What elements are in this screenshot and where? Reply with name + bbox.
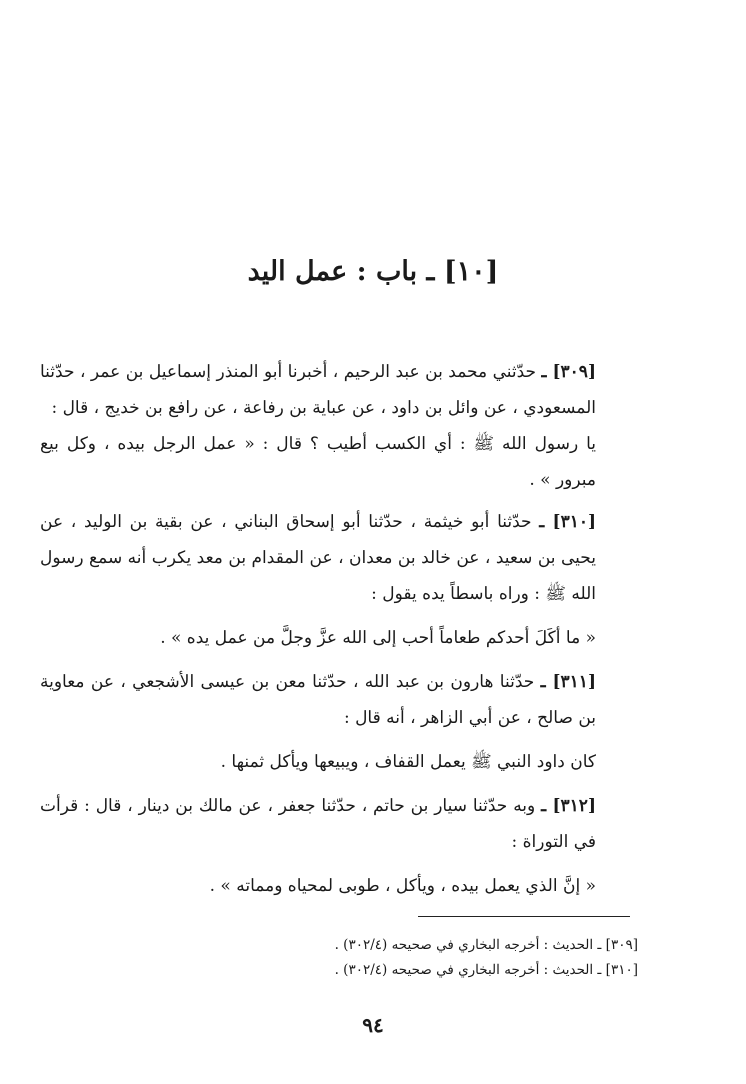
footnote-divider: [418, 916, 630, 917]
hadith-chain-text: حدّثني محمد بن عبد الرحيم ، أخبرنا أبو المنذر إسماعيل بن عمر ، حدّثنا المسعودي ، عن وائل بن داود ، عن عباية بن رفاعة ، عن رافع بن خديج ، قال :: [40, 362, 596, 418]
hadith-chain-text: وبه حدّثنا سيار بن حاتم ، حدّثنا جعفر ، عن مالك بن دينار ، قال : قرأت في التوراة :: [40, 796, 596, 852]
hadith-number: [٣٠٩] ـ: [541, 362, 596, 382]
hadith-chain-text: حدّثنا هارون بن عبد الله ، حدّثنا معن بن عيسى الأشجعي ، عن معاوية بن صالح ، عن أبي الزاهر ، أنه قال :: [40, 672, 596, 728]
hadith-number: [٣١١] ـ: [540, 672, 596, 692]
hadith-number: [٣١٢] ـ: [541, 796, 596, 816]
hadith-text: كان داود النبي ﷺ يعمل القفاف ، ويبيعها ويأكل ثمنها .: [220, 752, 596, 772]
hadith-310: [40, 504, 640, 656]
chapter-title: [١٠] ـ باب : عمل اليد: [247, 256, 499, 287]
hadith-chain: [40, 354, 640, 426]
footnotes: [180, 933, 638, 983]
footnote: [٣٠٩] ـ الحديث : أخرجه البخاري في صحيحه (٣٠٢/٤) .: [334, 937, 638, 953]
hadith-text: « ما أكَلَ أحدكم طعاماً أحب إلى الله عزَّ وجلَّ من عمل يده » .: [160, 628, 596, 648]
page-number: ٩٤: [362, 1013, 384, 1037]
hadith-text: يا رسول الله ﷺ : أي الكسب أطيب ؟ قال : « عمل الرجل بيده ، وكل بيع مبرور » .: [40, 434, 596, 490]
hadith-chain: [40, 664, 640, 736]
hadith-number: [٣١٠] ـ: [539, 512, 597, 532]
hadith-text: « إنَّ الذي يعمل بيده ، ويأكل ، طوبى لمحياه ومماته » .: [209, 876, 596, 896]
hadith-chain: [40, 788, 640, 860]
hadith-311: [40, 664, 640, 780]
hadith-309: [40, 354, 640, 498]
hadith-chain: [40, 504, 640, 612]
hadith-312: [40, 788, 640, 904]
footnote: [٣١٠] ـ الحديث : أخرجه البخاري في صحيحه (٣٠٢/٤) .: [334, 962, 638, 978]
hadith-chain-text: حدّثنا أبو خيثمة ، حدّثنا أبو إسحاق البناني ، عن بقية بن الوليد ، عن يحيى بن سعيد ، عن خالد بن معدان ، عن المقدام بن معد يكرب أنه سمع رسول الله ﷺ : وراه باسطاً يده يقول :: [40, 512, 596, 604]
hadith-body: [40, 348, 640, 912]
